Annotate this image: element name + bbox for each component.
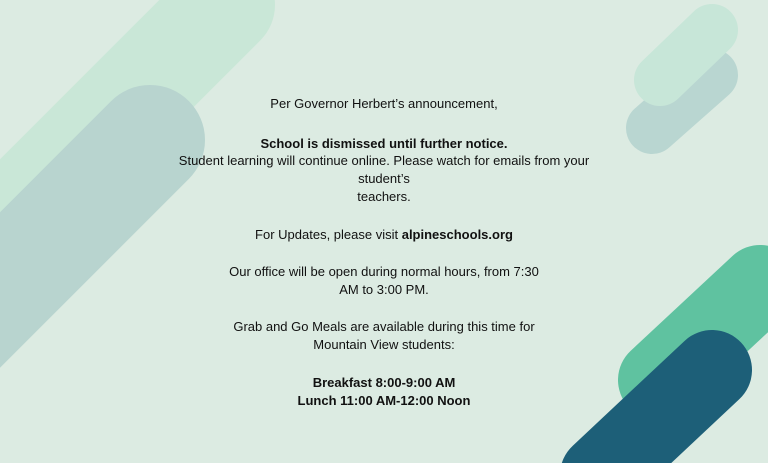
breakfast-hours: Breakfast 8:00-9:00 AM [312, 375, 456, 390]
website-link[interactable]: alpineschools.org [401, 227, 513, 242]
learning-text-line-3: teachers. [357, 189, 411, 204]
updates-prefix: For Updates, please visit [255, 227, 402, 242]
office-hours-line-1: Our office will be open during normal hours, from 7:30 [229, 264, 539, 279]
dismissal-headline: School is dismissed until further notice. [260, 136, 508, 151]
intro-text: Per Governor Herbert’s announcement, [270, 96, 498, 111]
lunch-hours: Lunch 11:00 AM-12:00 Noon [297, 393, 471, 408]
meals-text-line-2: Mountain View students: [313, 337, 455, 352]
learning-text-line-1: Student learning will continue online. Please watch for emails from your [178, 153, 590, 168]
updates-text [0, 225, 768, 244]
learning-text-line-2: student’s [358, 171, 410, 186]
office-hours-line-2: AM to 3:00 PM. [339, 282, 429, 297]
meals-text-line-1: Grab and Go Meals are available during this time for [233, 319, 535, 334]
